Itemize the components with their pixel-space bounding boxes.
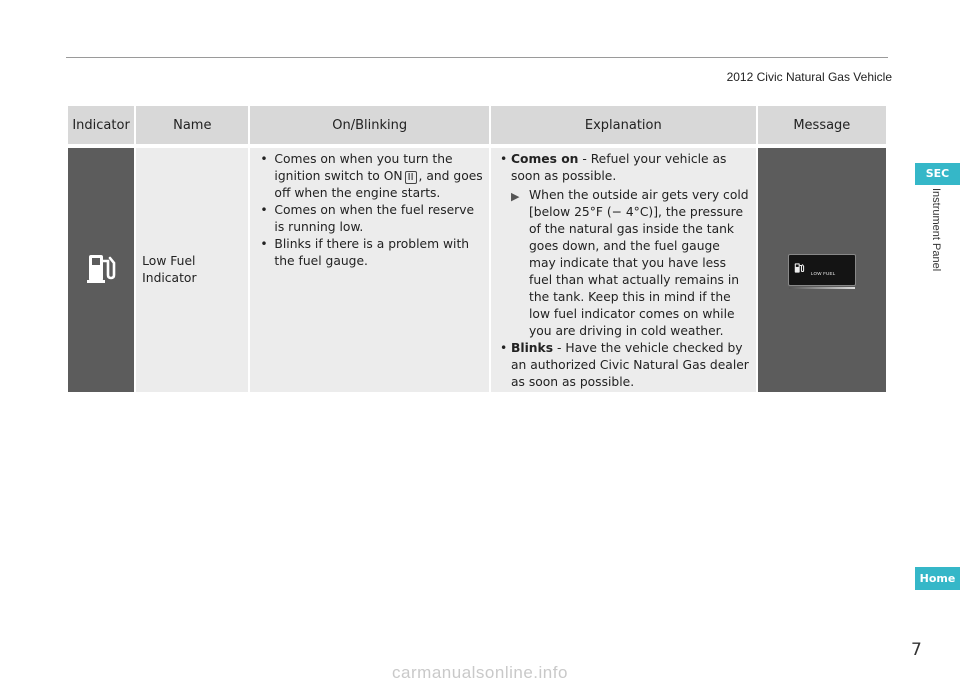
sec-tab[interactable]: SEC	[915, 163, 960, 185]
ignition-key-badge: II	[405, 171, 417, 184]
col-header-on-blinking: On/Blinking	[250, 106, 489, 144]
list-item: • Comes on when the fuel reserve is running low.	[274, 202, 485, 236]
message-cell	[758, 148, 886, 392]
watermark: carmanualsonline.info	[392, 663, 568, 682]
indicator-cell	[68, 148, 134, 392]
fuel-pump-icon	[793, 261, 805, 275]
list-item: • Blinks - Have the vehicle checked by an authorized Civic Natural Gas dealer as soon as possible.	[501, 340, 750, 391]
document-title: 2012 Civic Natural Gas Vehicle	[726, 70, 892, 84]
list-item: • Comes on when you turn the ignition switch to ON II , and goes off when the engine starts.	[274, 151, 485, 202]
indicator-table	[66, 106, 888, 392]
explanation-cell	[491, 148, 756, 392]
table-row	[68, 148, 886, 392]
col-header-message: Message	[758, 106, 886, 144]
top-rule	[66, 57, 888, 58]
section-label: Instrument Panel	[930, 188, 942, 272]
message-text: LOW FUEL	[810, 271, 836, 276]
home-button[interactable]: Home	[915, 567, 960, 590]
triangle-right-icon: ▶	[511, 190, 520, 203]
list-item: • Blinks if there is a problem with the fuel gauge.	[274, 236, 485, 270]
col-header-explanation: Explanation	[491, 106, 756, 144]
col-header-indicator: Indicator	[68, 106, 134, 144]
table-header-row	[68, 106, 886, 144]
col-header-name: Name	[136, 106, 248, 144]
message-display	[788, 254, 856, 286]
name-cell	[136, 148, 248, 392]
note: ▶ When the outside air gets very cold [below 25°F (− 4°C)], the pressure of the natural gas inside the tank goes down, and the fuel gauge may indicate that you have less fuel than what actually remains in the tank. Keep this in mind if the low fuel indicator comes on while you are driving in cold weather.	[511, 188, 749, 338]
list-item: • Comes on - Refuel your vehicle as soon as possible.	[501, 151, 750, 185]
on-blinking-cell	[250, 148, 489, 392]
page-number: 7	[911, 640, 922, 660]
indicator-name: Low Fuel Indicator	[142, 254, 197, 285]
fuel-pump-icon	[84, 251, 118, 285]
